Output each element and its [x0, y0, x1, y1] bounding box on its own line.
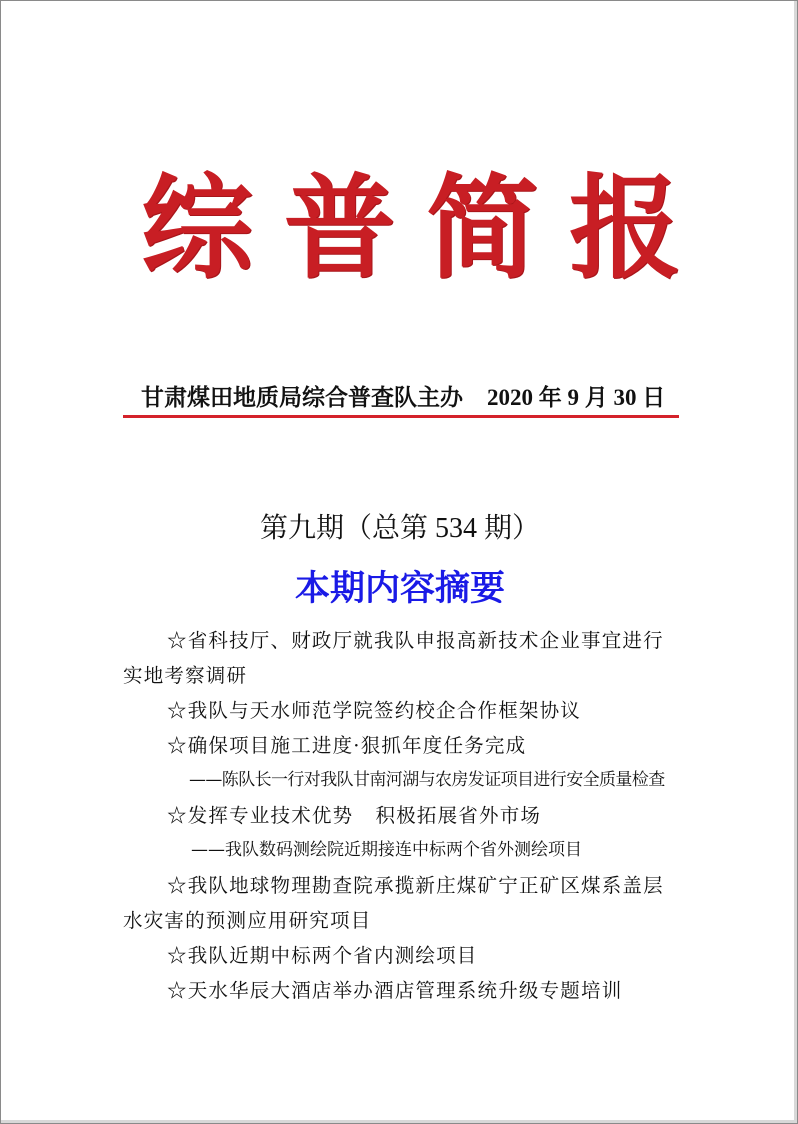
- summary-item[interactable]: ☆我队地球物理勘查院承揽新庄煤矿宁正矿区煤系盖层水灾害的预测应用研究项目: [123, 874, 664, 932]
- summary-heading: 本期内容摘要: [294, 569, 505, 609]
- issue-date: 2020 年 9 月 30 日: [487, 385, 666, 410]
- masthead-char: 普: [283, 163, 396, 294]
- summary-item[interactable]: ☆天水华辰大酒店举办酒店管理系统升级专题培训: [167, 979, 623, 1002]
- masthead-char: 综: [141, 163, 253, 294]
- sponsor-line: 甘肃煤田地质局综合普查队主办: [141, 385, 463, 410]
- masthead-title: [141, 159, 681, 299]
- summary-item[interactable]: ☆确保项目施工进度·狠抓年度任务完成: [167, 734, 527, 757]
- summary-item-subtitle: ——陈队长一行对我队甘南河湖与农房发证项目进行安全质量检查: [189, 770, 665, 790]
- summary-item[interactable]: ☆发挥专业技术优势 积极拓展省外市场: [167, 804, 542, 827]
- masthead-char: 报: [568, 163, 681, 294]
- issue-number: 第九期（总第 534 期）: [259, 513, 540, 544]
- header-divider: [123, 415, 679, 418]
- summary-item[interactable]: ☆省科技厅、财政厅就我队申报高新技术企业事宜进行实地考察调研: [123, 629, 664, 687]
- summary-item-subtitle: ——我队数码测绘院近期接连中标两个省外测绘项目: [191, 840, 582, 860]
- summary-list: [123, 623, 683, 1008]
- summary-item[interactable]: ☆我队近期中标两个省内测绘项目: [167, 944, 478, 967]
- masthead-char: 简: [426, 163, 539, 294]
- summary-item[interactable]: ☆我队与天水师范学院签约校企合作框架协议: [167, 699, 582, 722]
